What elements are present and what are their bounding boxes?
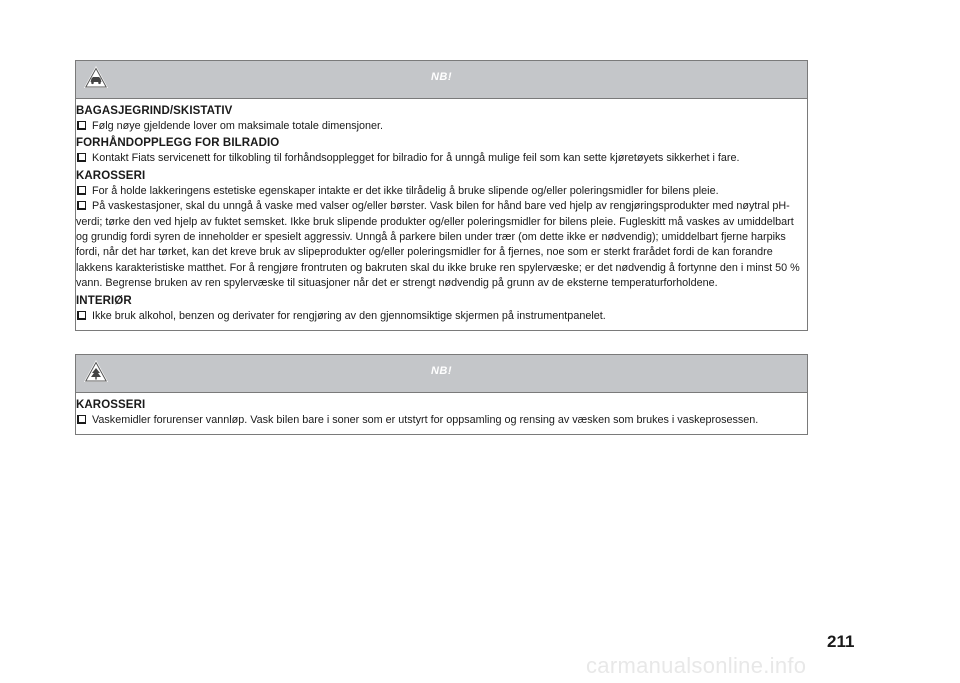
page-number: 211 [827,632,855,651]
section-heading-interior: INTERIØR [76,294,132,307]
note-header [76,355,807,393]
bullet-box-icon [77,201,86,210]
bullet-box-icon [77,186,86,195]
list-item: Kontakt Fiats servicenett for tilkobling til forhåndsopplegget for bilradio for å unngå mulige feil som kan sette kjøretøyets sikkerhet i fare. [76,151,807,166]
bullet-box-icon [77,121,86,130]
section-heading-bagasjegrind: BAGASJEGRIND/SKISTATIV [76,105,233,117]
note-body [76,99,807,330]
section-heading-karosseri: KAROSSERI [76,169,146,182]
list-item: Ikke bruk alkohol, benzen og derivater for rengjøring av den gjennomsiktige skjermen på instrumentpanelet. [76,309,807,324]
note-box-car-care [75,60,808,331]
list-item: For å holde lakkeringens estetiske egenskaper intakte er det ikke tilrådelig å bruke slipende og/eller poleringsmidler for bilens pleie. [76,184,807,199]
note-body [76,393,807,434]
note-title: NB! [430,71,453,83]
section-heading-karosseri: KAROSSERI [76,399,146,411]
list-item: Følg nøye gjeldende lover om maksimale totale dimensjoner. [76,119,807,134]
note-title: NB! [430,365,453,377]
bullet-box-icon [77,311,86,320]
watermark: carmanualsonline.info [586,653,807,678]
note-box-environment [75,354,808,435]
list-item: Vaskemidler forurenser vannløp. Vask bilen bare i soner som er utstyrt for oppsamling og rensing av væsken som brukes i vaskeprosessen. [76,413,807,428]
bullet-box-icon [77,415,86,424]
section-heading-bilradio: FORHÅNDOPPLEGG FOR BILRADIO [76,137,280,150]
note-header [76,61,807,99]
list-item: På vaskestasjoner, skal du unngå å vaske med valser og/eller børster. Vask bilen for hånd bare ved hjelp av rengjøringsprodukter med nøytral pH-verdi; tørke den ved hjelp av fuktet semsket. Ikke bruk slipende produkter og/eller poleringsmidler for bilens pleie. Fugleskitt må vaskes av umiddelbart og grundig fordi syren de inneholder er spesielt aggressiv. Unngå å parkere bilen under trær (om dette ikke er nødvendig); umiddelbart fjerne harpiks fordi, når det har tørket, kan det kreve bruk av slipeprodukter og/eller poleringsmidler for å fjernes, noe som er sterkt frarådet fordi de kan forandre lakkens karakteristiske matthet. For å rengjøre frontruten og bakruten skal du ikke bruke ren spylervæske; er det nødvendig å fortynne den i minst 50 % vann. Begrense bruken av ren spylervæske til situasjoner når det er strengt nødvendig på grunn av de eksterne temperaturforholdene. [76,200,800,290]
bullet-box-icon [77,153,86,162]
